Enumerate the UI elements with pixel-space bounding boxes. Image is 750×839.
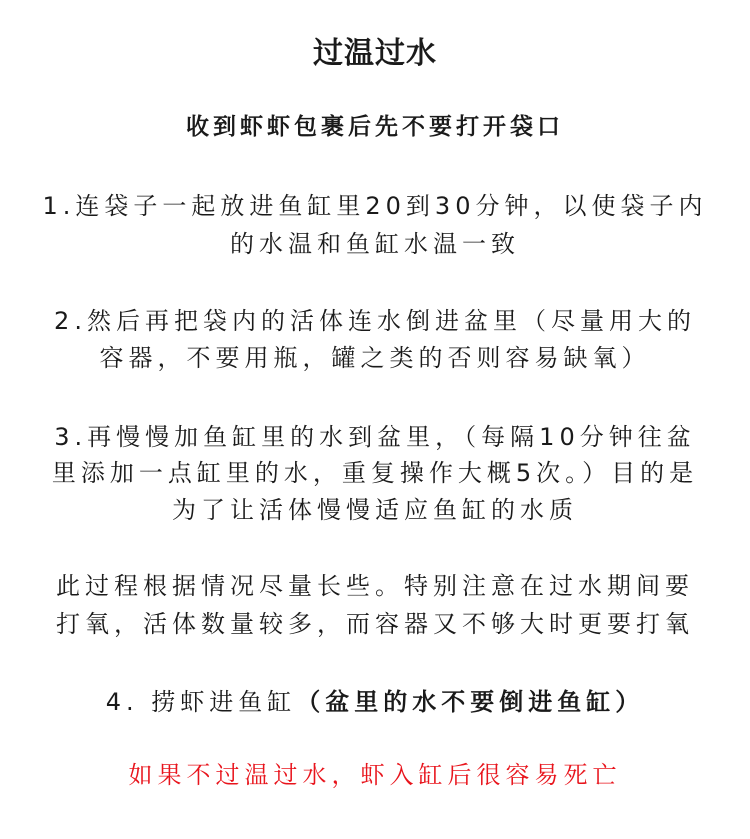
step3-line2: 里添加一点缸里的水，重复操作大概5次。）目的是 [51, 459, 699, 487]
step2-line1: 2.然后再把袋内的活体连水倒进盆里（尽量用大的 [54, 307, 696, 335]
step1-line2: 的水温和鱼缸水温一致 [230, 230, 520, 258]
step3-line3: 为了让活体慢慢适应鱼缸的水质 [172, 496, 578, 524]
step4-line [0, 690, 750, 714]
page-title: 过温过水 [313, 36, 437, 71]
note-line1: 此过程根据情况尽量长些。特别注意在过水期间要 [56, 572, 694, 600]
step3-line1: 3.再慢慢加鱼缸里的水到盆里，（每隔10分钟往盆 [54, 423, 696, 451]
subtitle: 收到虾虾包裹后先不要打开袋口 [186, 114, 564, 140]
step4-text: 4. 捞虾进鱼缸 [105, 688, 297, 716]
step4-emphasis: （盆里的水不要倒进鱼缸） [296, 688, 645, 716]
warning-text: 如果不过温过水，虾入缸后很容易死亡 [128, 761, 622, 789]
note-line2: 打氧，活体数量较多，而容器又不够大时更要打氧 [56, 610, 694, 638]
step1-line1: 1.连袋子一起放进鱼缸里20到30分钟，以使袋子内 [42, 192, 708, 220]
step2-line2: 容器，不要用瓶，罐之类的否则容易缺氧） [99, 344, 651, 372]
